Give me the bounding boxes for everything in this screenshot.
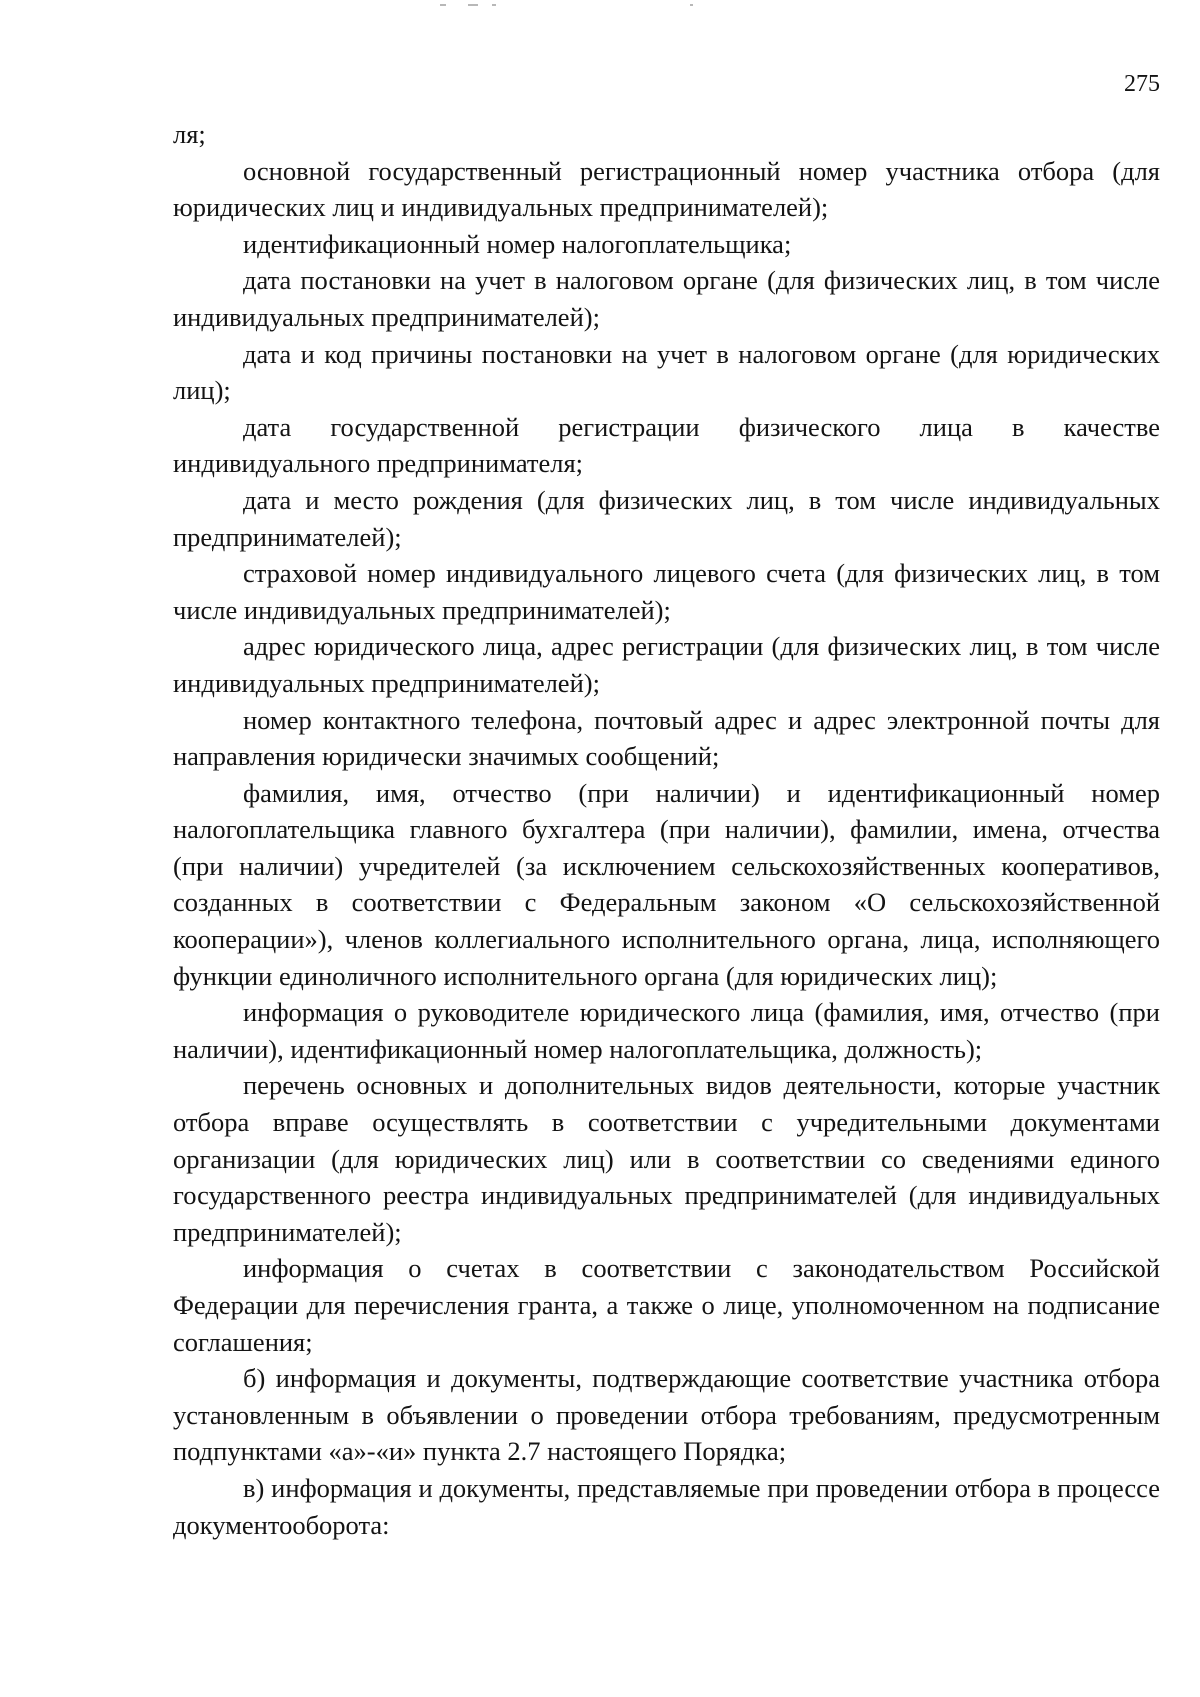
paragraph: перечень основных и дополнительных видов деятельности, которые участник отбора вправе осуществлять в соответствии с учредительными документами организации (для юридических лиц) или в соответствии со сведениями единого государственного реестра индивидуальных предпринимателей (для индивидуальных предпринимателей); [173,1070,1160,1247]
paragraph: ля; [173,119,206,149]
paragraph: дата и место рождения (для физических лиц, в том числе индивидуальных предпринимателей); [173,484,1160,552]
paragraph: адрес юридического лица, адрес регистрации (для физических лиц, в том числе индивидуальных предпринимателей); [173,631,1160,698]
paragraph: фамилия, имя, отчество (при наличии) и идентификационный номер налогоплательщика главного бухгалтера (при наличии), фамилии, имена, отчества (при наличии) учредителей (за исключением сельскохозяйственных кооперативов, созданных в соответствии с Федеральным законом «О сельскохозяйственной кооперации»), членов коллегиального исполнительного органа, лица, исполняющего функции единоличного исполнительного органа (для юридических лиц); [173,777,1160,991]
paragraph: информация о руководителе юридического лица (фамилия, имя, отчество (при наличии), идентификационный номер налогоплательщика, должность); [173,997,1160,1064]
page-number: 275 [1124,71,1160,97]
scan-artifact [440,0,700,14]
paragraph: в) информация и документы, представляемые при проведении отбора в процессе документооборота: [173,1472,1160,1540]
paragraph: страховой номер индивидуального лицевого счета (для физических лиц, в том числе индивидуальных предпринимателей); [173,558,1160,625]
paragraph: идентификационный номер налогоплательщика; [243,228,792,259]
paragraph: номер контактного телефона, почтовый адрес и адрес электронной почты для направления юридически значимых сообщений; [173,704,1160,772]
paragraph: б) информация и документы, подтверждающие соответствие участника отбора установленным в объявлении о проведении отбора требованиям, предусмотренным подпунктами «а»-«и» пункта 2.7 настоящего Порядка; [173,1363,1160,1467]
paragraph: информация о счетах в соответствии с законодательством Российской Федерации для перечисления гранта, а также о лице, уполномоченном на подписание соглашения; [173,1253,1160,1357]
paragraph: дата постановки на учет в налоговом органе (для физических лиц, в том числе индивидуальных предпринимателей); [173,265,1160,332]
paragraph: дата государственной регистрации физического лица в качестве индивидуального предпринимателя; [173,411,1160,479]
paragraph: основной государственный регистрационный номер участника отбора (для юридических лиц и индивидуальных предпринимателей); [173,155,1160,223]
document-body [173,116,1160,1543]
paragraph: дата и код причины постановки на учет в налоговом органе (для юридических лиц); [173,338,1160,406]
